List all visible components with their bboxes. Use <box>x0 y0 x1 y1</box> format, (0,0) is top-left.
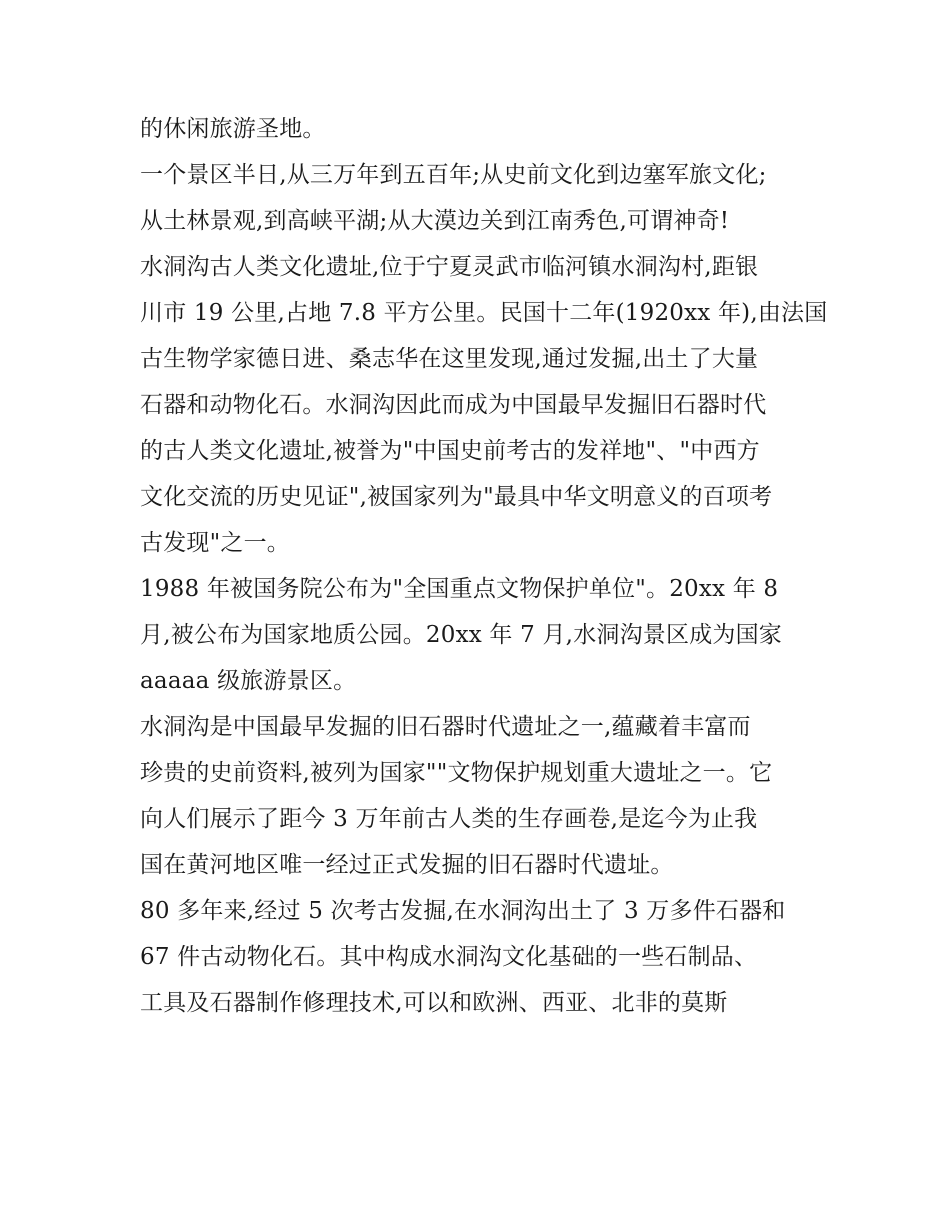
text-line: 向人们展示了距今 3 万年前古人类的生存画卷,是迄今为止我 <box>140 806 758 832</box>
text-line: 水洞沟是中国最早发掘的旧石器时代遗址之一,蕴藏着丰富而 <box>140 714 751 740</box>
text-line: 一个景区半日,从三万年到五百年;从史前文化到边塞军旅文化; <box>140 162 767 188</box>
text-line: 从土林景观,到高峡平湖;从大漠边关到江南秀色,可谓神奇! <box>140 208 730 234</box>
text-line: 石器和动物化石。水洞沟因此而成为中国最早发掘旧石器时代 <box>140 392 767 418</box>
text-line: 67 件古动物化石。其中构成水洞沟文化基础的一些石制品、 <box>140 944 758 970</box>
text-line: 古生物学家德日进、桑志华在这里发现,通过发掘,出土了大量 <box>140 346 759 372</box>
text-line: 古发现"之一。 <box>140 530 290 556</box>
text-line: 80 多年来,经过 5 次考古发掘,在水洞沟出土了 3 万多件石器和 <box>140 898 786 924</box>
text-line: aaaaa 级旅游景区。 <box>140 668 357 694</box>
text-line: 文化交流的历史见证",被国家列为"最具中华文明意义的百项考 <box>140 484 773 510</box>
text-line: 国在黄河地区唯一经过正式发掘的旧石器时代遗址。 <box>140 852 674 878</box>
text-line: 川市 19 公里,占地 7.8 平方公里。民国十二年(1920xx 年),由法国 <box>140 300 828 326</box>
text-line: 的古人类文化遗址,被誉为"中国史前考古的发祥地"、"中西方 <box>140 438 760 464</box>
text-line: 水洞沟古人类文化遗址,位于宁夏灵武市临河镇水洞沟村,距银 <box>140 254 759 280</box>
text-line: 1988 年被国务院公布为"全国重点文物保护单位"。20xx 年 8 <box>140 576 779 602</box>
text-line: 月,被公布为国家地质公园。20xx 年 7 月,水洞沟景区成为国家 <box>140 622 782 648</box>
text-line: 的休闲旅游圣地。 <box>140 116 326 142</box>
text-line: 珍贵的史前资料,被列为国家""文物保护规划重大遗址之一。它 <box>140 760 773 786</box>
text-line: 工具及石器制作修理技术,可以和欧洲、西亚、北非的莫斯 <box>140 990 728 1016</box>
document-body <box>140 106 828 1026</box>
